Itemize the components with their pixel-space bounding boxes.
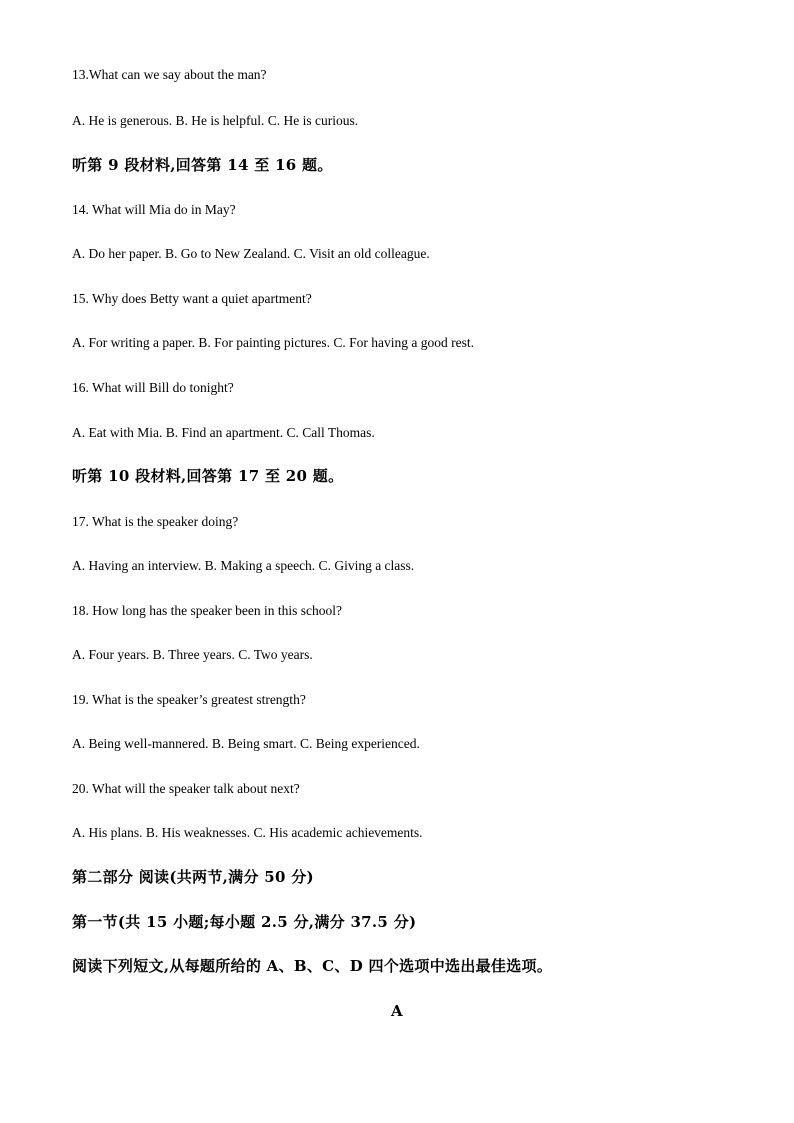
reading-instructions: 阅读下列短文,从每题所给的 A、B、C、D 四个选项中选出最佳选项。 [72, 957, 553, 975]
question-17: 17. What is the speaker doing? [72, 514, 239, 529]
section-one-heading: 第一节(共 15 小题;每小题 2.5 分,满分 37.5 分) [72, 913, 417, 931]
part-two-heading: 第二部分 阅读(共两节,满分 50 分) [72, 868, 314, 886]
question-18: 18. How long has the speaker been in this school? [72, 603, 342, 618]
options-17: A. Having an interview. B. Making a speech. C. Giving a class. [72, 558, 415, 573]
section-heading-9: 听第 9 段材料,回答第 14 至 16 题。 [72, 156, 333, 174]
options-20: A. His plans. B. His weaknesses. C. His academic achievements. [72, 825, 423, 840]
options-13: A. He is generous. B. He is helpful. C. He is curious. [72, 113, 359, 128]
options-18: A. Four years. B. Three years. C. Two years. [72, 647, 313, 662]
passage-label-a: A [391, 1002, 403, 1020]
question-16: 16. What will Bill do tonight? [72, 380, 234, 395]
question-19: 19. What is the speaker’s greatest strength? [72, 692, 306, 707]
options-16: A. Eat with Mia. B. Find an apartment. C. Call Thomas. [72, 425, 375, 440]
question-15: 15. Why does Betty want a quiet apartment? [72, 291, 312, 306]
question-20: 20. What will the speaker talk about next? [72, 781, 300, 796]
options-15: A. For writing a paper. B. For painting pictures. C. For having a good rest. [72, 335, 474, 350]
options-19: A. Being well-mannered. B. Being smart. C. Being experienced. [72, 736, 420, 751]
section-heading-10: 听第 10 段材料,回答第 17 至 20 题。 [72, 467, 344, 485]
question-14: 14. What will Mia do in May? [72, 202, 236, 217]
options-14: A. Do her paper. B. Go to New Zealand. C. Visit an old colleague. [72, 246, 430, 261]
question-13: 13.What can we say about the man? [72, 67, 267, 82]
